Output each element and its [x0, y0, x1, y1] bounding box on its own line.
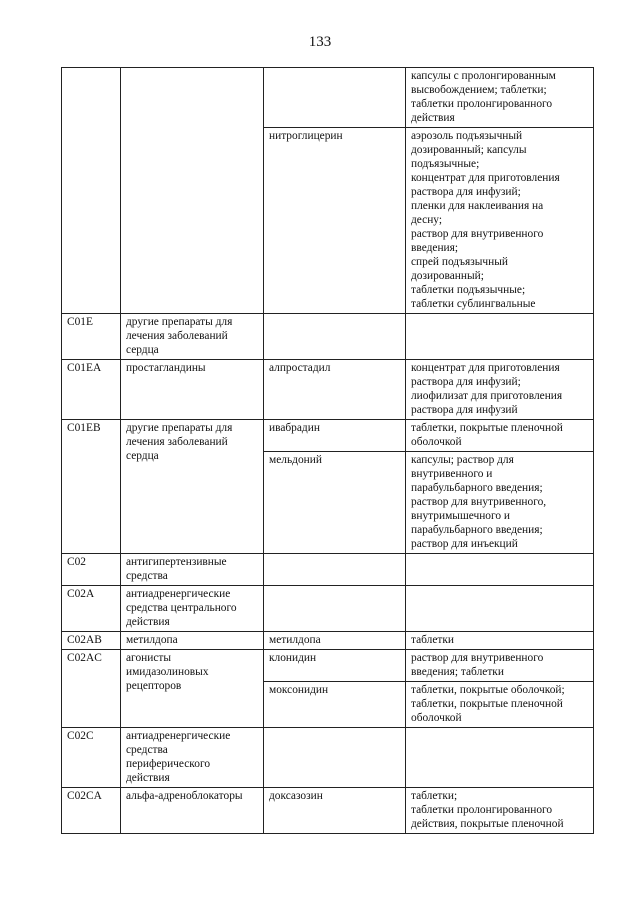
dosage-form-cell: капсулы с пролонгированным высвобождением; таблетки; таблетки пролонгированного действия: [406, 68, 594, 128]
drug-cell: [264, 586, 406, 632]
drug-cell: нитроглицерин: [264, 128, 406, 314]
table-row: [62, 650, 594, 682]
drug-cell: метилдопа: [264, 632, 406, 650]
dosage-form-cell: таблетки: [406, 632, 594, 650]
table-row: [62, 586, 594, 632]
drug-cell: [264, 728, 406, 788]
dosage-form-cell: аэрозоль подъязычный дозированный; капсулы подъязычные; концентрат для приготовления раствора для инфузий; пленки для наклеивания на десну; раствор для внутривенного введения; спрей подъязычный дозированный; таблетки подъязычные; таблетки сублингвальные: [406, 128, 594, 314]
atc-code-cell: [62, 68, 121, 314]
drug-cell: мельдоний: [264, 452, 406, 554]
drug-cell: ивабрадин: [264, 420, 406, 452]
group-cell: антиадренергические средства центрального действия: [121, 586, 264, 632]
dosage-form-cell: [406, 586, 594, 632]
drug-cell: [264, 314, 406, 360]
drug-table: [61, 67, 594, 834]
table-row: [62, 68, 594, 128]
table-row: [62, 360, 594, 420]
atc-code-cell: C02CA: [62, 788, 121, 834]
dosage-form-cell: [406, 314, 594, 360]
table-row: [62, 314, 594, 360]
group-cell: агонисты имидазолиновых рецепторов: [121, 650, 264, 728]
group-cell: простагландины: [121, 360, 264, 420]
table-row: [62, 554, 594, 586]
group-cell: антиадренергические средства периферического действия: [121, 728, 264, 788]
group-cell: альфа-адреноблокаторы: [121, 788, 264, 834]
drug-cell: [264, 554, 406, 586]
dosage-form-cell: таблетки, покрытые пленочной оболочкой: [406, 420, 594, 452]
drug-cell: клонидин: [264, 650, 406, 682]
group-cell: другие препараты для лечения заболеваний сердца: [121, 314, 264, 360]
dosage-form-cell: [406, 728, 594, 788]
table-row: [62, 728, 594, 788]
atc-code-cell: C02AB: [62, 632, 121, 650]
group-cell: антигипертензивные средства: [121, 554, 264, 586]
atc-code-cell: C01EA: [62, 360, 121, 420]
dosage-form-cell: капсулы; раствор для внутривенного и парабульбарного введения; раствор для внутривенного, внутримышечного и парабульбарного введения; раствор для инъекций: [406, 452, 594, 554]
atc-code-cell: C01E: [62, 314, 121, 360]
atc-code-cell: C02A: [62, 586, 121, 632]
table-row: [62, 632, 594, 650]
table-row: [62, 420, 594, 452]
drug-cell: доксазозин: [264, 788, 406, 834]
atc-code-cell: C02C: [62, 728, 121, 788]
group-cell: метилдопа: [121, 632, 264, 650]
dosage-form-cell: таблетки; таблетки пролонгированного действия, покрытые пленочной: [406, 788, 594, 834]
atc-code-cell: C01EB: [62, 420, 121, 554]
drug-cell: моксонидин: [264, 682, 406, 728]
dosage-form-cell: концентрат для приготовления раствора для инфузий; лиофилизат для приготовления раствора для инфузий: [406, 360, 594, 420]
group-cell: [121, 68, 264, 314]
group-cell: другие препараты для лечения заболеваний сердца: [121, 420, 264, 554]
dosage-form-cell: [406, 554, 594, 586]
atc-code-cell: C02AC: [62, 650, 121, 728]
drug-cell: алпростадил: [264, 360, 406, 420]
drug-cell: [264, 68, 406, 128]
page-number: 133: [308, 34, 332, 50]
dosage-form-cell: раствор для внутривенного введения; таблетки: [406, 650, 594, 682]
dosage-form-cell: таблетки, покрытые оболочкой; таблетки, покрытые пленочной оболочкой: [406, 682, 594, 728]
atc-code-cell: C02: [62, 554, 121, 586]
table-row: [62, 788, 594, 834]
